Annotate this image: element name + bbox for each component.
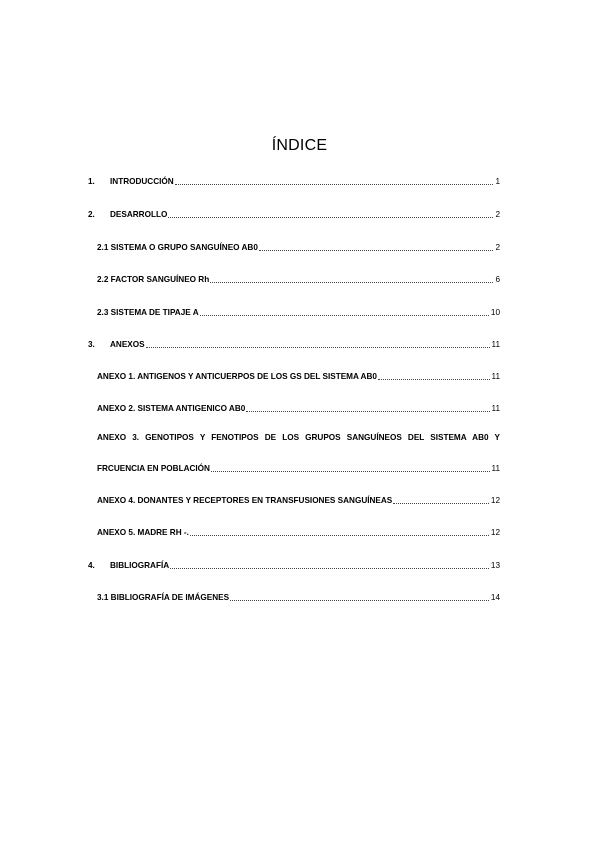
- toc-number: 3.: [88, 340, 95, 349]
- leader-dots: [175, 183, 494, 185]
- toc-entry-introduccion[interactable]: [88, 176, 500, 187]
- toc-entry-anexo-4[interactable]: [97, 495, 500, 506]
- toc-page: 14: [490, 593, 500, 602]
- leader-dots: [230, 599, 489, 601]
- leader-dots: [200, 314, 489, 316]
- toc-entry-anexo-5[interactable]: [97, 527, 500, 538]
- leader-dots: [393, 502, 489, 504]
- toc-page: 11: [491, 340, 500, 349]
- toc-number: 2.: [88, 210, 95, 219]
- toc-page: 11: [491, 464, 500, 473]
- toc-page: 11: [491, 372, 500, 381]
- toc-entry-bibliografia-imagenes[interactable]: [97, 592, 500, 603]
- page-title: ÍNDICE: [271, 137, 328, 154]
- toc-page: 2: [495, 243, 500, 252]
- toc-label: 2.1 SISTEMA O GRUPO SANGUÍNEO AB0: [97, 243, 258, 252]
- toc-entry-anexo-1[interactable]: [97, 371, 500, 382]
- toc-label: 2.3 SISTEMA DE TIPAJE A: [97, 308, 199, 317]
- toc-entry-bibliografia[interactable]: [88, 560, 500, 571]
- leader-dots: [170, 567, 489, 569]
- toc-entry-sistema-tipaje[interactable]: [97, 307, 500, 318]
- toc-label: ANEXO 2. SISTEMA ANTIGENICO AB0: [97, 404, 246, 413]
- toc-entry-desarrollo[interactable]: [88, 209, 500, 220]
- toc-label: 3.1 BIBLIOGRAFÍA DE IMÁGENES: [97, 593, 230, 602]
- toc-page: 12: [490, 496, 500, 505]
- toc-number: 4.: [88, 561, 95, 570]
- toc-entry-anexo-3[interactable]: [97, 463, 500, 474]
- toc-label: ANEXO 4. DONANTES Y RECEPTORES EN TRANSFUSIONES SANGUÍNEAS: [97, 496, 393, 505]
- toc-page: 2: [495, 210, 500, 219]
- toc-entry-anexo-2[interactable]: [97, 403, 500, 414]
- toc-label-anexo-3-line-1[interactable]: ANEXO 3. GENOTIPOS Y FENOTIPOS DE LOS GRUPOS SANGUÍNEOS DEL SISTEMA AB0 Y: [97, 433, 500, 442]
- leader-dots: [211, 470, 490, 472]
- leader-dots: [190, 534, 489, 536]
- leader-dots: [259, 249, 494, 251]
- leader-dots: [146, 346, 490, 348]
- toc-number: 1.: [88, 177, 95, 186]
- toc-page: 12: [490, 528, 500, 537]
- leader-dots: [246, 410, 489, 412]
- toc-label-continuation: FRCUENCIA EN POBLACIÓN: [97, 464, 210, 473]
- toc-label: BIBLIOGRAFÍA: [110, 561, 170, 570]
- leader-dots: [168, 216, 493, 218]
- toc-page: 11: [491, 404, 500, 413]
- toc-page: 1: [495, 177, 500, 186]
- toc-page: 6: [495, 275, 500, 284]
- toc-label: DESARROLLO: [110, 210, 168, 219]
- leader-dots: [378, 378, 490, 380]
- toc-label: INTRODUCCIÓN: [110, 177, 174, 186]
- leader-dots: [210, 281, 493, 283]
- toc-page: 10: [490, 308, 500, 317]
- toc-label: ANEXO 1. ANTIGENOS Y ANTICUERPOS DE LOS GS DEL SISTEMA AB0: [97, 372, 377, 381]
- toc-label: ANEXOS: [110, 340, 145, 349]
- toc-label: ANEXO 5. MADRE RH -.: [97, 528, 189, 537]
- toc-page: 13: [490, 561, 500, 570]
- toc-entry-factor-rh[interactable]: [97, 274, 500, 285]
- toc-entry-sistema-ab0[interactable]: [97, 242, 500, 253]
- toc-entry-anexos[interactable]: [88, 339, 500, 350]
- toc-label: 2.2 FACTOR SANGUÍNEO Rh: [97, 275, 210, 284]
